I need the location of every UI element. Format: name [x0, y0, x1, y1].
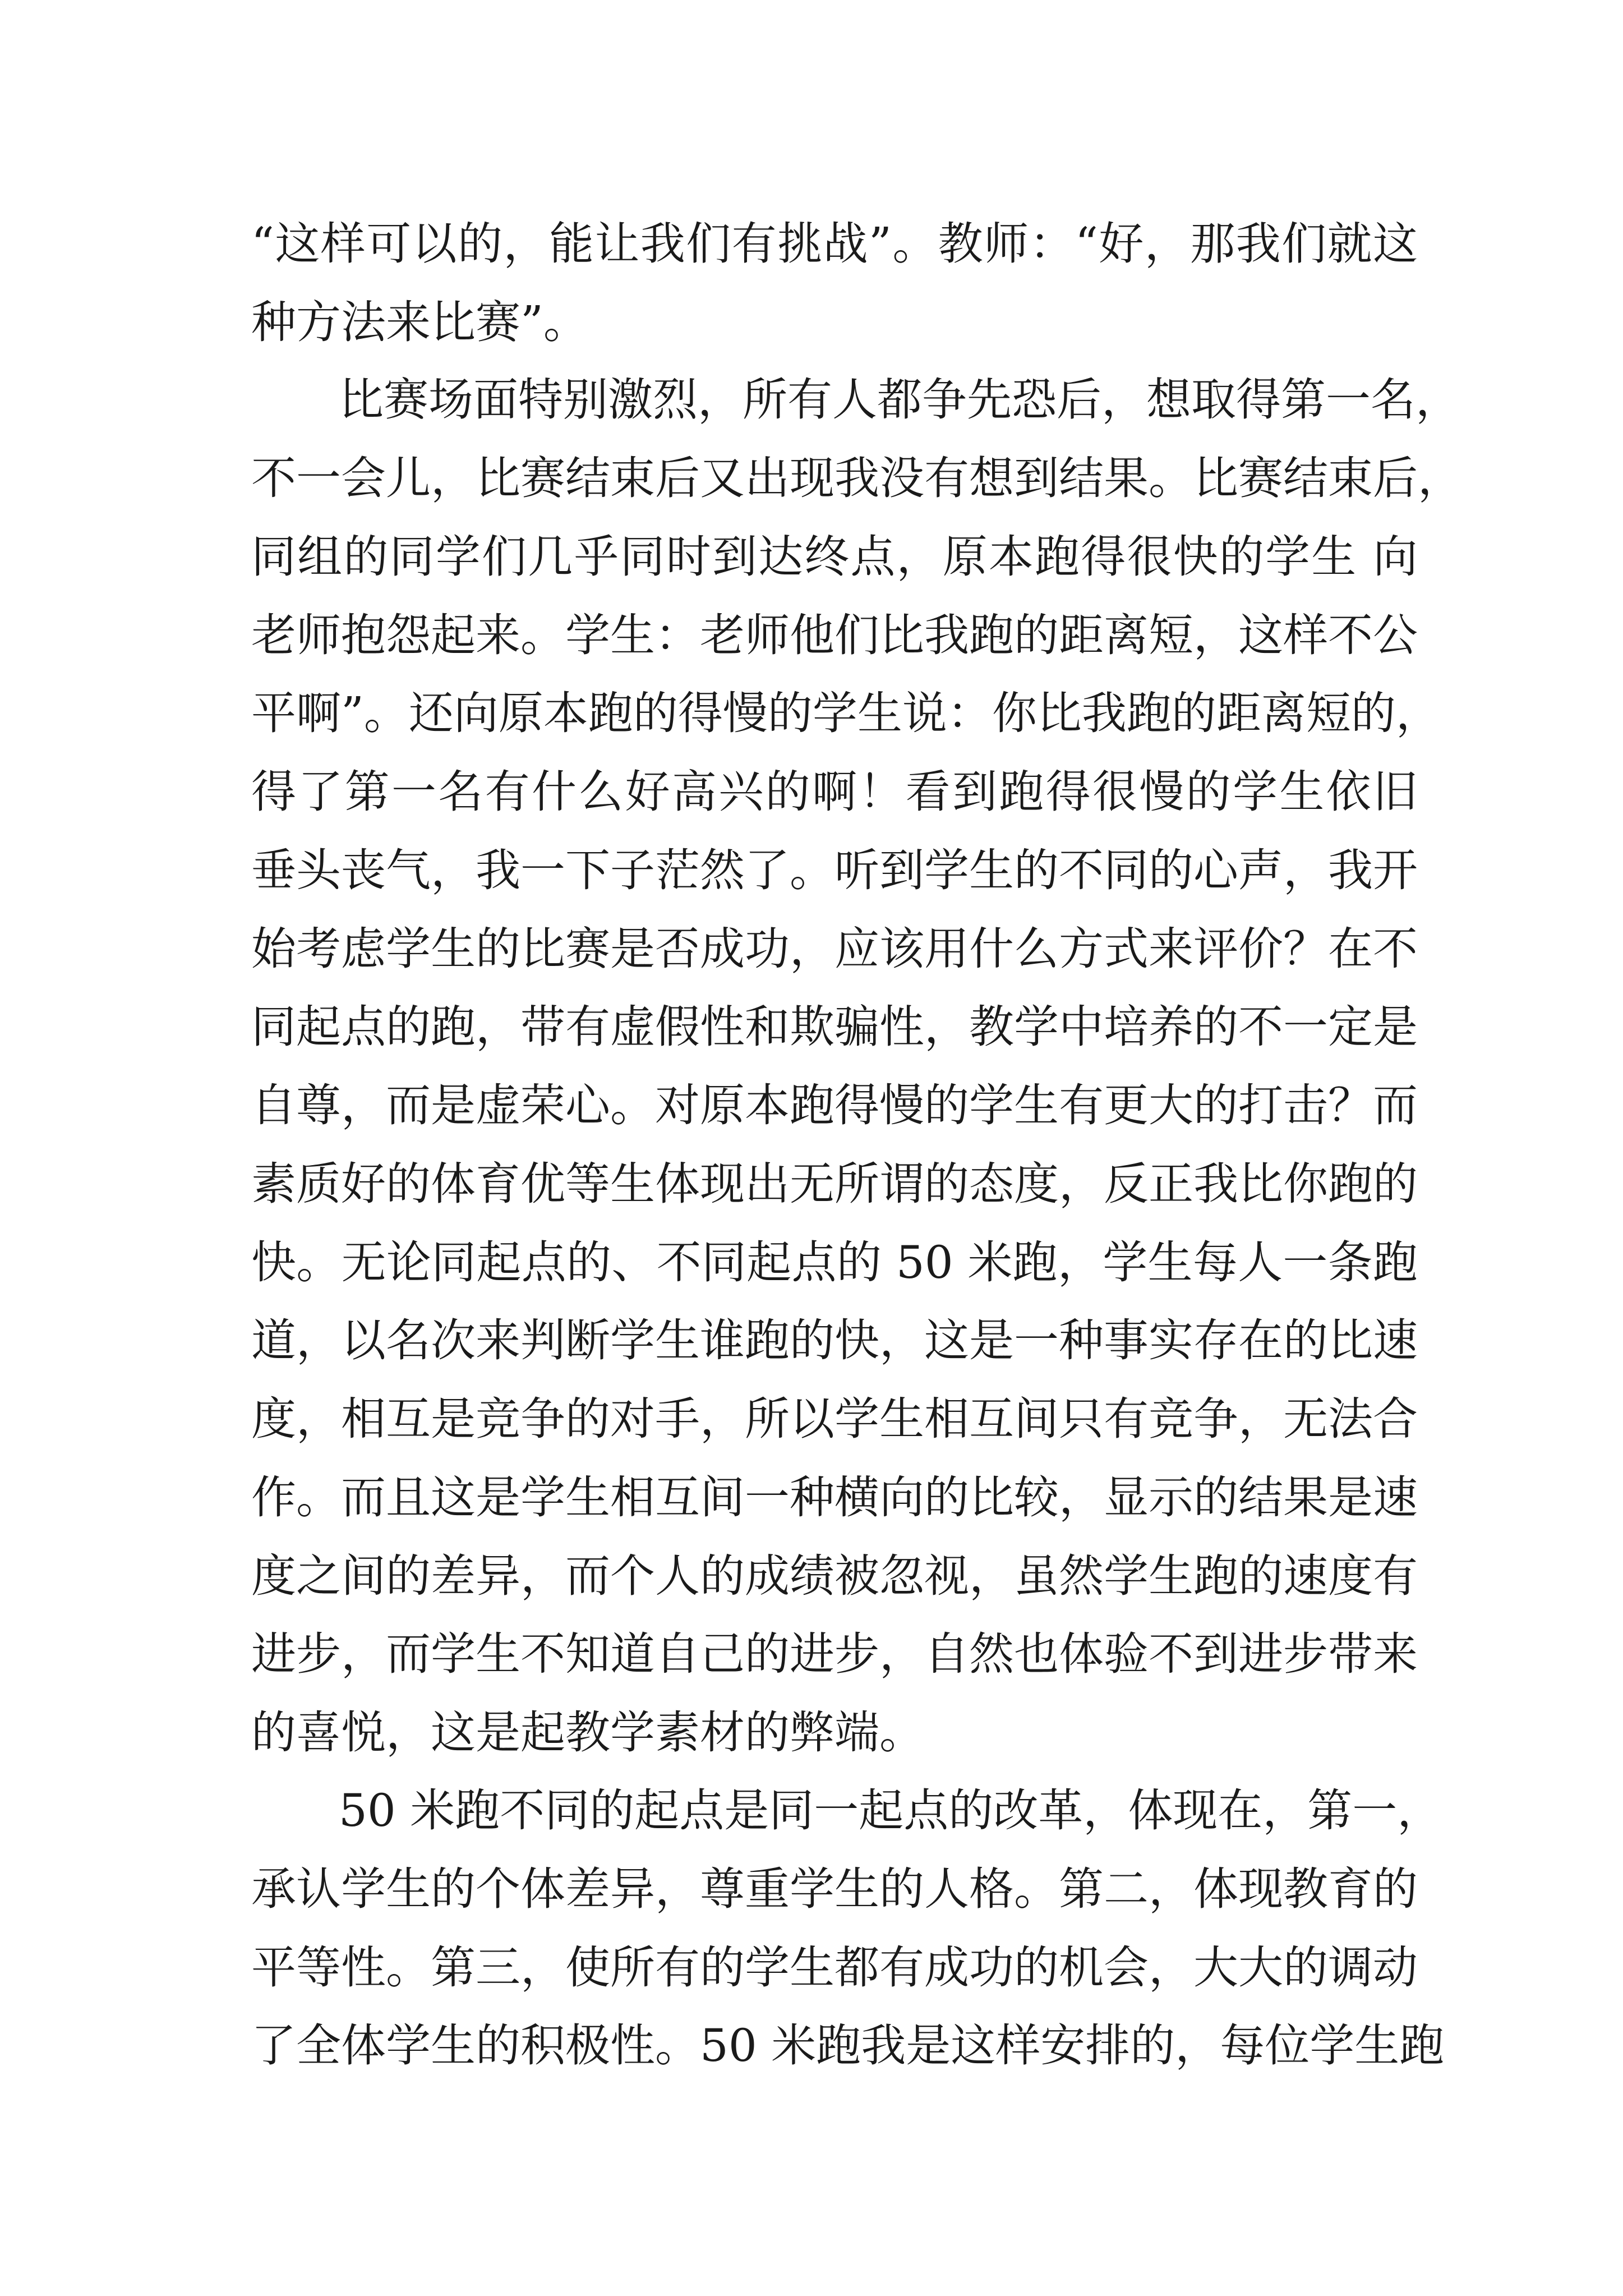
text-line: 不一会儿，比赛结束后又出现我没有想到结果。比赛结束后，	[251, 452, 1463, 504]
text-line: 快。无论同起点的、不同起点的 50 米跑，学生每人一条跑	[251, 1236, 1418, 1289]
text-line: 承认学生的个体差异，尊重学生的人格。第二，体现教育的	[251, 1863, 1418, 1915]
text-line: 平啊”。还向原本跑的得慢的学生说：你比我跑的距离短的，	[251, 687, 1441, 739]
text-line: “这样可以的，能让我们有挑战”。教师：“好，那我们就这	[251, 218, 1418, 270]
text-line: 平等性。第三，使所有的学生都有成功的机会，大大的调动	[251, 1941, 1418, 1994]
text-line: 作。而且这是学生相互间一种横向的比较，显示的结果是速	[251, 1471, 1418, 1524]
text-line: 了全体学生的积极性。50 米跑我是这样安排的，每位学生跑	[251, 2019, 1445, 2072]
text-line: 50 米跑不同的起点是同一起点的改革，体现在，第一，	[339, 1784, 1442, 1837]
text-line: 得了第一名有什么好高兴的啊！看到跑得很慢的学生依旧	[251, 766, 1418, 818]
text-line: 自尊，而是虚荣心。对原本跑得慢的学生有更大的打击？而	[251, 1079, 1418, 1131]
text-line: 始考虑学生的比赛是否成功，应该用什么方式来评价？在不	[251, 923, 1418, 975]
text-line: 同起点的跑，带有虚假性和欺骗性，教学中培养的不一定是	[251, 1001, 1418, 1053]
text-line: 种方法来比赛”。	[251, 296, 588, 348]
text-line: 进步，而学生不知道自己的进步，自然也体验不到进步带来	[251, 1628, 1418, 1680]
text-line: 素质好的体育优等生体现出无所谓的态度，反正我比你跑的	[251, 1158, 1418, 1210]
text-line: 度之间的差异，而个人的成绩被忽视，虽然学生跑的速度有	[251, 1550, 1418, 1602]
text-line: 老师抱怨起来。学生：老师他们比我跑的距离短，这样不公	[251, 609, 1418, 661]
text-line: 的喜悦，这是起教学素材的弊端。	[251, 1706, 924, 1759]
text-line: 度，相互是竞争的对手，所以学生相互间只有竞争，无法合	[251, 1393, 1418, 1445]
text-line: 同组的同学们几乎同时到达终点，原本跑得很快的学生 向	[251, 531, 1418, 583]
text-line: 道，以名次来判断学生谁跑的快，这是一种事实存在的比速	[251, 1314, 1418, 1366]
text-line: 垂头丧气，我一下子茫然了。听到学生的不同的心声，我开	[251, 844, 1418, 896]
text-line: 比赛场面特别激烈，所有人都争先恐后，想取得第一名，	[339, 374, 1460, 426]
